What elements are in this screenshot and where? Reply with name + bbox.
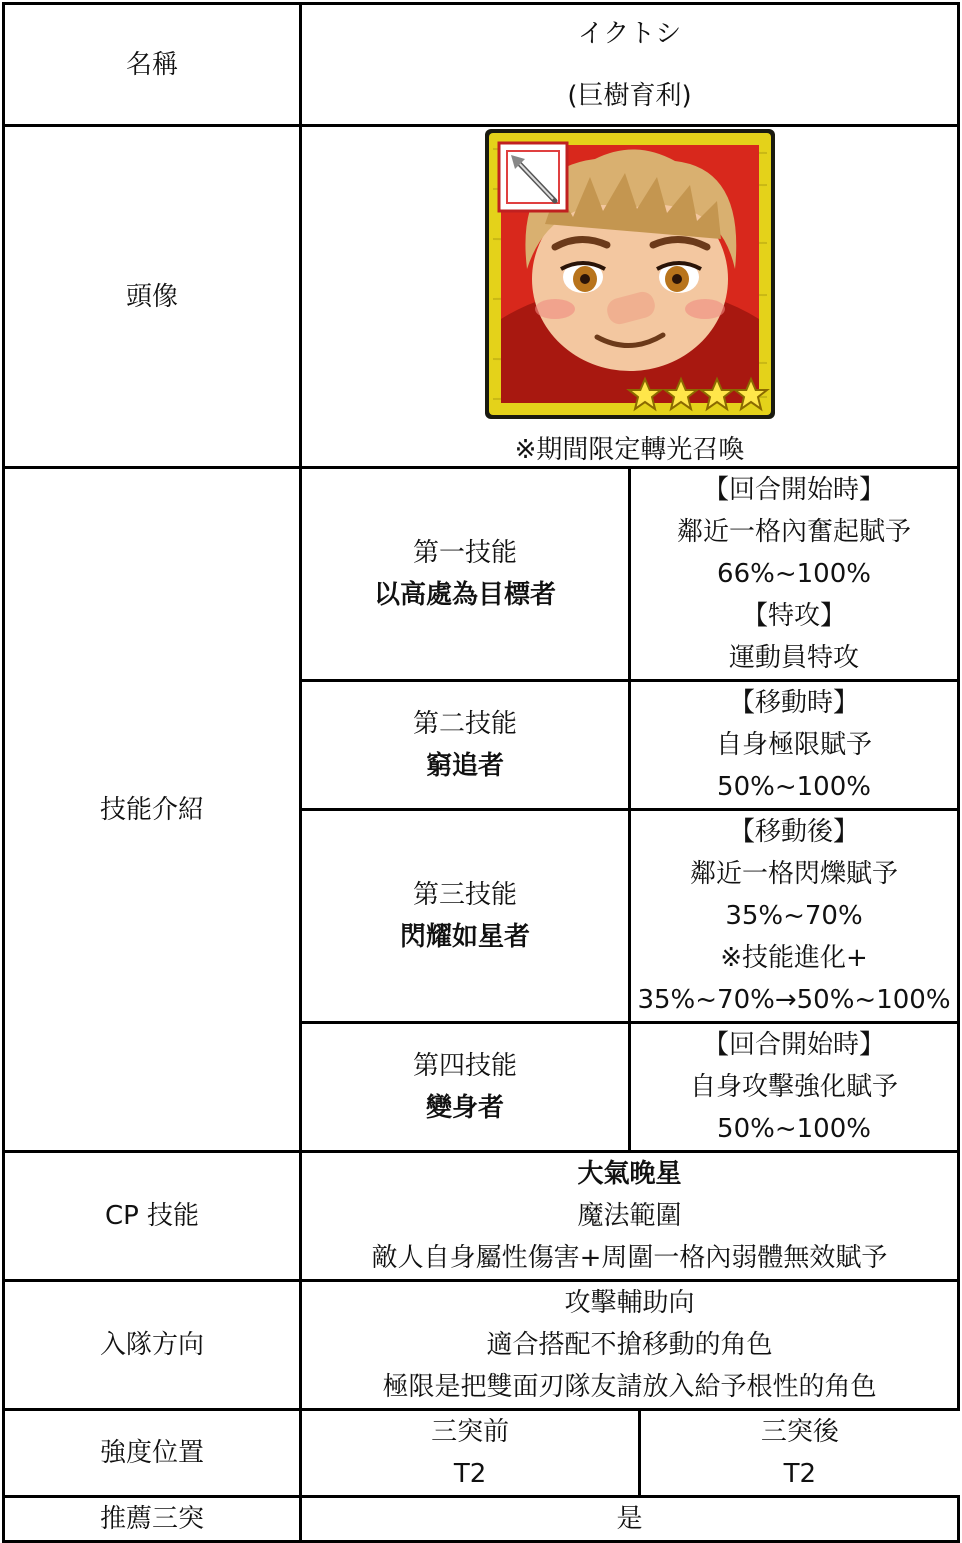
skills-label: 技能介紹 xyxy=(4,468,301,1152)
cn-name: (巨樹育利) xyxy=(567,80,692,111)
avatar xyxy=(485,129,775,432)
skill-title-cell xyxy=(301,468,630,681)
avatar-caption: ※期間限定轉光召喚 xyxy=(514,435,745,465)
team-direction-line: 適合搭配不搶移動的角色 xyxy=(486,1330,773,1360)
skill-desc-line: 【回合開始時】 xyxy=(702,475,885,505)
skill-desc-cell xyxy=(630,468,959,681)
skill-desc-line: 鄰近一格內奮起賦予 xyxy=(676,517,911,547)
cp-skill-value xyxy=(301,1152,959,1281)
tier-after-label: 三突後 xyxy=(760,1417,839,1447)
name-label: 名稱 xyxy=(4,4,301,126)
team-direction-value xyxy=(301,1281,959,1410)
tier-value xyxy=(301,1410,959,1497)
tier-split xyxy=(302,1411,959,1495)
skill-row xyxy=(4,468,959,681)
skill-desc-cell xyxy=(630,1023,959,1152)
skill-desc-line: 【特攻】 xyxy=(741,601,846,631)
cp-skill-range: 魔法範圍 xyxy=(577,1201,682,1231)
tier-before-value: T2 xyxy=(453,1459,487,1489)
skill-number: 第二技能 xyxy=(412,709,517,739)
skill-desc-line: 鄰近一格閃爍賦予 xyxy=(689,859,898,889)
skill-desc-line: 【回合開始時】 xyxy=(702,1030,885,1060)
skill-title-cell xyxy=(301,810,630,1023)
skill-desc-line: 自身攻擊強化賦予 xyxy=(689,1072,898,1102)
recommend-label: 推薦三突 xyxy=(4,1497,301,1542)
tier-before-label: 三突前 xyxy=(431,1417,510,1447)
skill-desc-line: 35%~70%→50%~100% xyxy=(637,985,951,1015)
name-row xyxy=(4,4,959,126)
cp-skill-row xyxy=(4,1152,959,1281)
skill-desc-cell xyxy=(630,810,959,1023)
tier-before-cell xyxy=(302,1411,640,1495)
skill-title-cell xyxy=(301,1023,630,1152)
skill-name: 窮追者 xyxy=(425,751,504,781)
tier-row xyxy=(4,1410,959,1497)
tier-label: 強度位置 xyxy=(4,1410,301,1497)
cp-skill-name: 大氣晚星 xyxy=(577,1159,682,1189)
skill-desc-line: 50%~100% xyxy=(717,772,871,802)
skill-desc-line: 【移動時】 xyxy=(728,688,859,718)
skill-desc-line: 50%~100% xyxy=(717,1114,871,1144)
skill-number: 第三技能 xyxy=(412,880,517,910)
recommend-value: 是 xyxy=(301,1497,959,1542)
team-direction-line: 極限是把雙面刃隊友請放入給予根性的角色 xyxy=(382,1372,877,1402)
avatar-label: 頭像 xyxy=(4,126,301,468)
avatar-row xyxy=(4,126,959,468)
skill-title-cell xyxy=(301,681,630,810)
name-value xyxy=(301,4,959,126)
team-direction-line: 攻擊輔助向 xyxy=(564,1288,695,1318)
cp-skill-effect: 敵人自身屬性傷害+周圍一格內弱體無效賦予 xyxy=(371,1243,888,1273)
skill-name: 變身者 xyxy=(425,1093,504,1123)
recommend-row xyxy=(4,1497,959,1542)
skill-desc-line: 運動員特攻 xyxy=(728,643,859,673)
skill-number: 第四技能 xyxy=(412,1051,517,1081)
avatar-value xyxy=(301,126,959,468)
skill-desc-line: 35%~70% xyxy=(725,901,863,931)
skill-number: 第一技能 xyxy=(412,538,517,568)
skill-desc-cell xyxy=(630,681,959,810)
tier-after-value: T2 xyxy=(783,1459,817,1489)
skill-desc-line: ※技能進化+ xyxy=(720,943,868,973)
skill-name: 以高處為目標者 xyxy=(373,580,556,610)
team-direction-label: 入隊方向 xyxy=(4,1281,301,1410)
skill-desc-line: 【移動後】 xyxy=(728,817,859,847)
skill-desc-line: 66%~100% xyxy=(717,559,871,589)
skill-desc-line: 自身極限賦予 xyxy=(715,730,872,760)
tier-after-cell xyxy=(640,1411,959,1495)
jp-name: イクトシ xyxy=(577,18,682,49)
skill-name: 閃耀如星者 xyxy=(399,922,530,952)
team-direction-row xyxy=(4,1281,959,1410)
character-info-table xyxy=(2,2,960,1543)
cp-skill-label: CP 技能 xyxy=(4,1152,301,1281)
